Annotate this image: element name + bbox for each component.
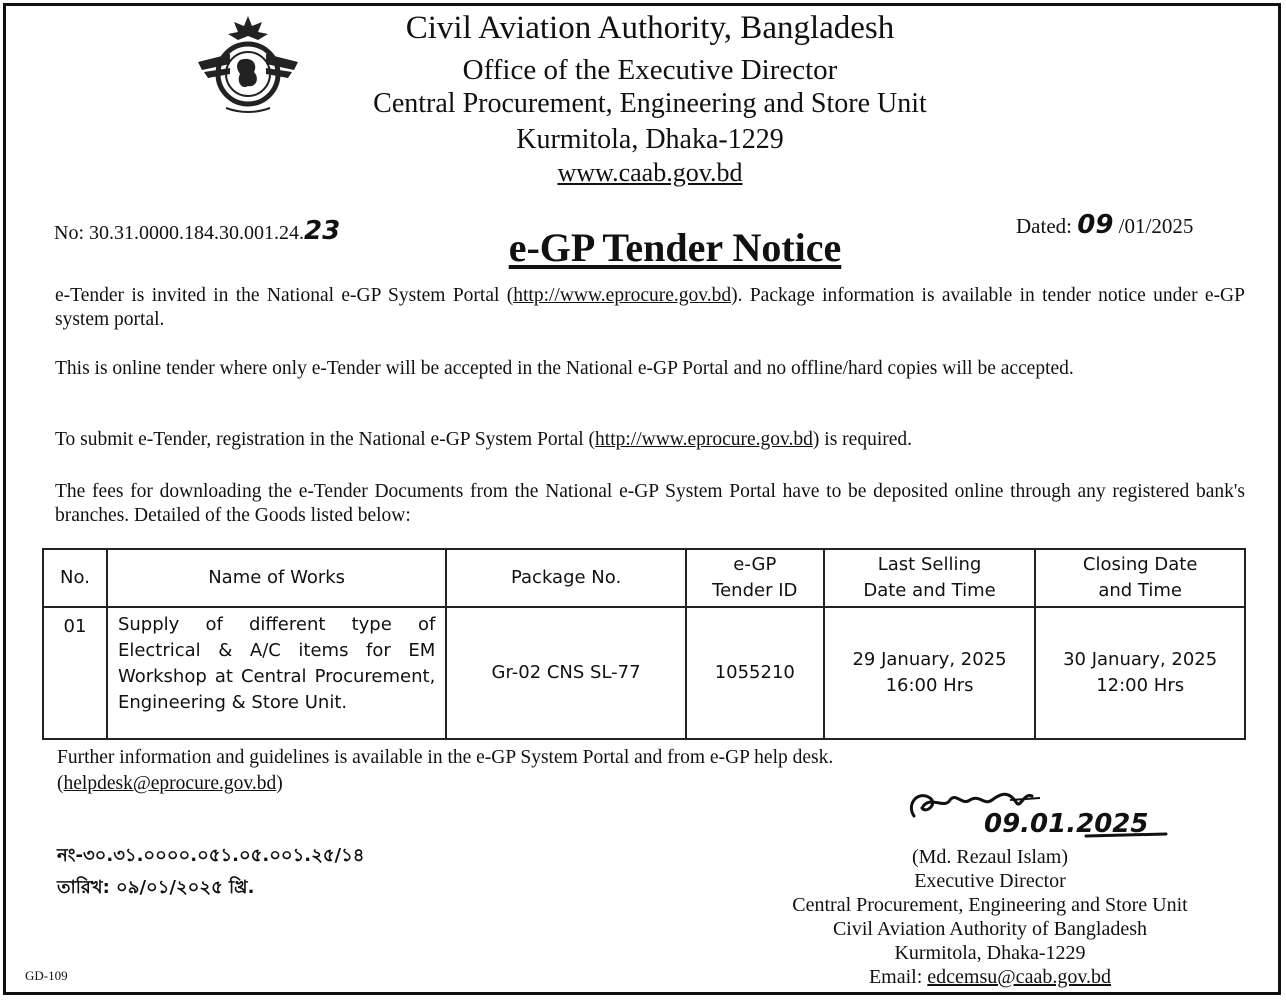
org-name: Civil Aviation Authority, Bangladesh [405,10,895,46]
row-closing-time: 12:00 Hrs [1096,675,1185,696]
paragraph-registration [55,428,1245,452]
signatory-email-link[interactable]: edcemsu@caab.gov.bd [927,966,1112,988]
row-last-selling [824,607,1036,739]
further-open: ( [57,773,64,794]
col-last-selling-line2: Date and Time [863,580,996,601]
col-works: Name of Works [107,549,446,607]
bangla-ref-date: তারিখ: ০৯/০১/২০২৫ খ্রি. [57,877,255,898]
memo-number [54,216,340,246]
col-closing-line1: Closing Date [1082,554,1198,575]
col-tender-id-line1: e-GP [733,554,777,575]
signatory-name: (Md. Rezaul Islam) [911,846,1069,868]
row-package: Gr-02 CNS SL-77 [446,607,686,739]
office-name: Office of the Executive Director [462,54,838,86]
further-close: ) [276,773,283,794]
helpdesk-email-link[interactable]: helpdesk@eprocure.gov.bd [63,773,277,794]
p3-text-b: ) is required. [812,429,913,450]
row-closing-date: 30 January, 2025 [1063,649,1218,670]
table-row [43,607,1245,739]
table-header-row [43,549,1245,607]
col-package: Package No. [446,549,686,607]
p1-text-b: ). Package information is available in tender notice under e-GP system portal. [55,285,1245,330]
dated-handwritten-day: 09 [1077,210,1114,240]
signatory-address: Kurmitola, Dhaka-1229 [894,942,1086,964]
bangla-reference [57,840,364,904]
dated-month-year: /01/2025 [1118,214,1194,238]
col-closing-line2: and Time [1098,580,1182,601]
paragraph-fees: The fees for downloading the e-Tender Documents from the National e-GP System Portal have to be deposited online through any registered bank's branches. Detailed of the Goods listed below: [55,481,1245,526]
paragraph-online-only: This is online tender where only e-Tender will be accepted in the National e-GP Portal and no offline/hard copies will be accepted. [55,358,1074,379]
notice-title: e-GP Tender Notice [508,225,842,270]
row-tender-id: 1055210 [686,607,824,739]
memo-prefix: No: 30.31.0000.184.30.001.24. [54,222,304,244]
tender-table [42,548,1246,740]
footer-code: GD-109 [25,968,68,983]
p1-text-a: e-Tender is invited in the National e-GP System Portal ( [55,285,514,306]
memo-date [1016,210,1193,240]
col-no: No. [43,549,107,607]
row-works: Supply of different type of Electrical & A/C items for EM Workshop at Central Procurement, Engineering & Store Unit. [107,607,446,739]
signatory-unit: Central Procurement, Engineering and Store Unit [792,894,1188,916]
row-no: 01 [43,607,107,739]
eprocure-link[interactable]: http://www.eprocure.gov.bd [513,285,732,306]
email-label: Email: [868,966,928,988]
row-last-selling-date: 29 January, 2025 [852,649,1007,670]
col-tender-id-line2: Tender ID [712,580,798,601]
col-closing [1035,549,1245,607]
col-tender-id [686,549,824,607]
signature-block [700,845,1280,989]
address: Kurmitola, Dhaka-1229 [516,124,784,155]
p3-text-a: To submit e-Tender, registration in the National e-GP System Portal ( [55,429,596,450]
paragraph-invitation [55,284,1245,332]
unit-name: Central Procurement, Engineering and Store Unit [373,88,927,119]
signatory-designation: Executive Director [914,870,1066,892]
bangla-ref-number: নং-৩০.৩১.০০০০.০৫১.০৫.০০১.২৫/১৪ [57,845,365,866]
signature-handwritten-date: 09.01.2025 [984,809,1149,839]
signatory-email [700,965,1280,989]
col-last-selling [824,549,1036,607]
row-last-selling-time: 16:00 Hrs [885,675,974,696]
signatory-org: Civil Aviation Authority of Bangladesh [832,918,1148,940]
website-link[interactable]: www.caab.gov.bd [557,158,743,187]
eprocure-link-2[interactable]: http://www.eprocure.gov.bd [595,429,813,450]
signature-image [900,780,1180,844]
further-text: Further information and guidelines is available in the e-GP System Portal and from e-GP help desk. [57,747,834,768]
row-closing [1035,607,1245,739]
dated-label: Dated: [1016,214,1072,238]
col-last-selling-line1: Last Selling [877,554,982,575]
memo-handwritten-number: 23 [304,216,341,246]
